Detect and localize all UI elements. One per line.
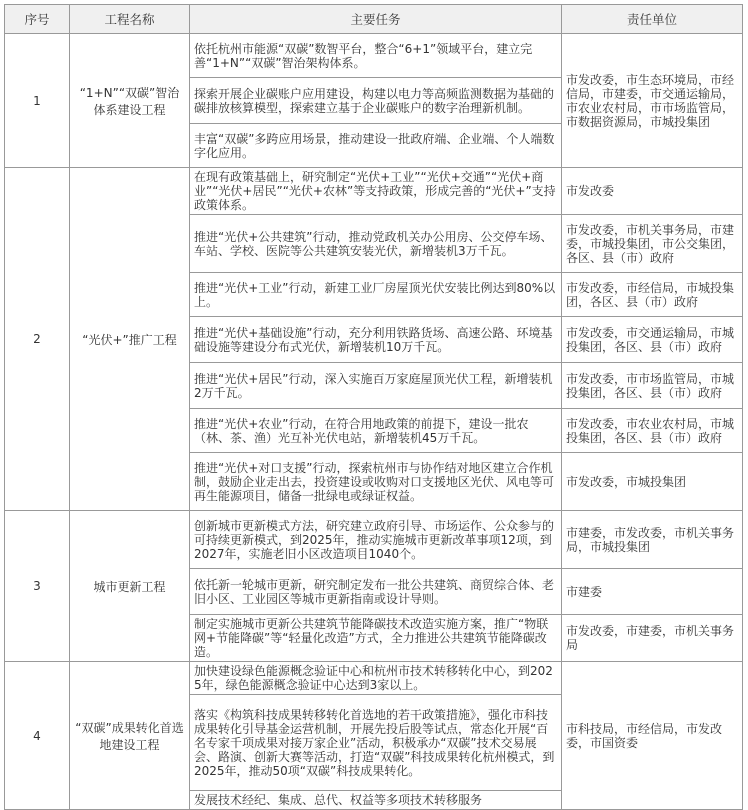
task-cell: 推进“光伏+公共建筑”行动，推动党政机关办公用房、公交停车场、车站、学校、医院等公共建筑安装光伏，新增装机3万千瓦。 [190,215,562,273]
task-cell: 落实《构筑科技成果转移转化首选地的若干政策措施》，强化市科技成果转化引导基金运营机制，开展先投后股等试点，常态化开展“百名专家千项成果对接万家企业”活动，积极承办“双碳”技术交易展会、路演、创新大赛等活动，打造“双碳”科技成果转化杭州模式，到2025年，推动50项“双碳”科技成果转化。 [190,695,562,791]
unit-cell: 市发改委，市市场监管局，市城投集团，各区、县（市）政府 [562,363,743,409]
header-row [5,5,743,34]
project-no: 3 [5,511,70,662]
unit-cell: 市建委，市发改委，市机关事务局，市城投集团 [562,511,743,569]
task-cell: 丰富“双碳”多跨应用场景，推动建设一批政府端、企业端、个人端数字化应用。 [190,124,562,168]
task-cell: 制定实施城市更新公共建筑节能降碳技术改造实施方案，推广“物联网+节能降碳”等“轻量化改造”方式，全力推进公共建筑节能降碳改造。 [190,615,562,662]
unit-cell: 市科技局，市经信局，市发改委，市国资委 [562,662,743,810]
task-cell: 推进“光伏+基础设施”行动，充分利用铁路货场、高速公路、环境基础设施等建设分布式光伏，新增装机10万千瓦。 [190,317,562,363]
unit-cell: 市发改委，市机关事务局，市建委，市城投集团，市公交集团，各区、县（市）政府 [562,215,743,273]
task-cell: 加快建设绿色能源概念验证中心和杭州市技术转移转化中心，到2025年，绿色能源概念验证中心达到3家以上。 [190,662,562,695]
project-name: “光伏+”推广工程 [70,168,190,511]
unit-cell: 市发改委，市城投集团 [562,453,743,511]
task-table [4,4,743,810]
header-project-name: 工程名称 [70,5,190,34]
project-no: 1 [5,34,70,168]
table-row [5,168,743,215]
task-cell: 探索开展企业碳账户应用建设，构建以电力等高频监测数据为基础的碳排放核算模型，探索建立基于企业碳账户的数字治理新机制。 [190,78,562,124]
unit-cell: 市发改委，市农业农村局，市城投集团，各区、县（市）政府 [562,409,743,453]
project-no: 2 [5,168,70,511]
task-cell: 推进“光伏+工业”行动，新建工业厂房屋顶光伏安装比例达到80%以上。 [190,273,562,317]
task-cell: 推进“光伏+居民”行动，深入实施百万家庭屋顶光伏工程，新增装机2万千瓦。 [190,363,562,409]
project-name: “1+N”“双碳”智治体系建设工程 [70,34,190,168]
project-name: 城市更新工程 [70,511,190,662]
task-cell: 依托杭州市能源“双碳”数智平台，整合“6+1”领域平台，建立完善“1+N”“双碳”智治架构体系。 [190,34,562,78]
header-main-task: 主要任务 [190,5,562,34]
task-cell: 在现有政策基础上，研究制定“光伏+工业”“光伏+交通”“光伏+商业”“光伏+居民”“光伏+农林”等支持政策，形成完善的“光伏+”支持政策体系。 [190,168,562,215]
unit-cell: 市建委 [562,569,743,615]
unit-cell: 市发改委，市经信局，市城投集团，各区、县（市）政府 [562,273,743,317]
unit-cell: 市发改委，市建委，市机关事务局 [562,615,743,662]
header-no: 序号 [5,5,70,34]
task-cell: 创新城市更新模式方法，研究建立政府引导、市场运作、公众参与的可持续更新模式，到2025年，推动实施城市更新改革事项12项，到2027年，实施老旧小区改造项目1040个。 [190,511,562,569]
table-row [5,511,743,569]
table-row [5,34,743,78]
task-cell: 依托新一轮城市更新，研究制定发布一批公共建筑、商贸综合体、老旧小区、工业园区等城市更新指南或设计导则。 [190,569,562,615]
header-responsible-unit: 责任单位 [562,5,743,34]
task-cell: 发展技术经纪、集成、总代、权益等多项技术转移服务 [190,791,562,810]
task-cell: 推进“光伏+对口支援”行动，探索杭州市与协作结对地区建立合作机制，鼓励企业走出去，投资建设或收购对口支援地区光伏、风电等可再生能源项目，储备一批绿电或绿证权益。 [190,453,562,511]
unit-cell: 市发改委，市交通运输局，市城投集团，各区、县（市）政府 [562,317,743,363]
unit-cell: 市发改委，市生态环境局，市经信局，市建委，市交通运输局，市农业农村局，市市场监管局，市数据资源局，市城投集团 [562,34,743,168]
unit-cell: 市发改委 [562,168,743,215]
project-no: 4 [5,662,70,810]
table-row [5,662,743,695]
task-cell: 推进“光伏+农业”行动，在符合用地政策的前提下，建设一批农（林、茶、渔）光互补光伏电站，新增装机45万千瓦。 [190,409,562,453]
project-name: “双碳”成果转化首选地建设工程 [70,662,190,810]
